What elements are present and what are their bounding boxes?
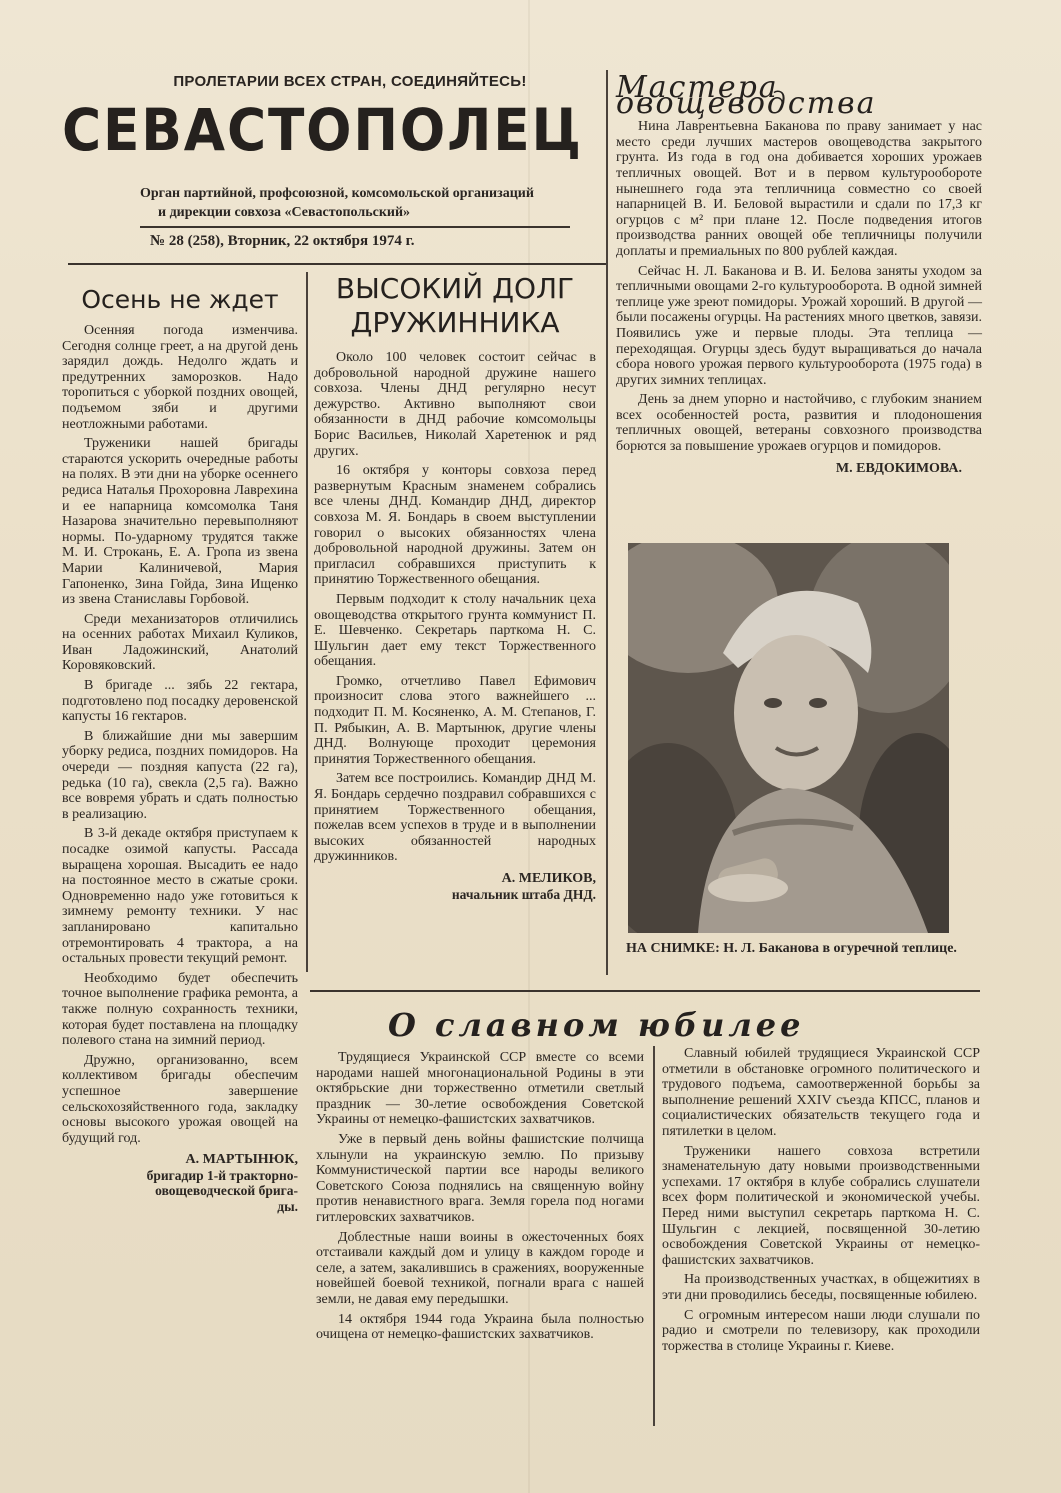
paragraph: 14 октября 1944 года Украина была полностью очищена от немецко-фашистских захватчиков. — [316, 1311, 644, 1343]
paragraph: Дружно, организованно, всем коллективом бригады обеспечим успешное завершение сельскохозяйственного года, закладку основы высокого урожая овощей на будущий год. — [62, 1052, 298, 1146]
author-role-1: бригадир 1-й тракторно- — [146, 1167, 298, 1183]
photo-greenhouse-worker — [628, 543, 949, 933]
paragraph: Громко, отчетливо Павел Ефимович произносит слова этого важнейшего ... подходит П. М. Косяненко, А. М. Степанов, Г. П. Рябыкин, А. В. Мартынюк, другие члены ДНД. Волнующе проходит церемония принятия Торжественного обещания. — [314, 673, 596, 767]
issue-line: № 28 (258), Вторник, 22 октября 1974 г. — [150, 233, 415, 249]
paragraph: Нина Лаврентьевна Баканова по праву занимает у нас место среди лучших мастеров овощеводства закрытого грунта. Из года в год она добивается хороших урожаев тепличных овощей. Вот и в первом культурообороте нынешнего года эта тепличница совместно со своей напарницей В. И. Беловой вырастили и сдали по 17,3 кг огурцов с м² при плане 12. После подведения итогов производства ранних овощей обе тепличницы получили доплаты и премиальных по 800 рублей каждая. — [616, 119, 982, 259]
paragraph: 16 октября у конторы совхоза перед развернутым Красным знаменем собрались все члены ДНД. Командир ДНД, директор совхоза М. Я. Бондарь в своем выступлении говорил о высоких обязанностях члена добровольной народной дружины. Затем он пригласил собравшихся приступить к принятию Торжественного обещания. — [314, 463, 596, 588]
paragraph: Трудящиеся Украинской ССР вместе со всеми народами нашей многонациональной Родины в эти октябрьские дни торжественно отметили светлый праздник — 30-летие освобождения Советской Украины от немецко-фашистских захватчиков. — [316, 1050, 644, 1128]
paragraph: Необходимо будет обеспечить точное выполнение графика ремонта, а также полную сохранность техники, которая будет поставлена на площадку полевого стана на зимний период. — [62, 970, 298, 1049]
organ-line — [140, 184, 570, 222]
article-autumn — [62, 285, 298, 1215]
author-role-3: ды. — [277, 1199, 298, 1215]
author-role-2: овощеводческой брига- — [155, 1183, 298, 1199]
article-title: Мастера овощеводства — [616, 70, 877, 121]
author-name: М. ЕВДОКИМОВА. — [835, 460, 962, 476]
masthead-rule — [140, 226, 570, 228]
article-masters — [616, 70, 982, 476]
jubilee-top-rule — [310, 990, 980, 992]
paragraph: Уже в первый день войны фашистские полчища хлынули на украинскую землю. По призыву Коммунистической партии все народы великого Советского Союза поднялись на священную войну против ненавистного врага. Земля горела под ногами гитлеровских захватчиков. — [316, 1131, 644, 1225]
title-line-1: ВЫСОКИЙ ДОЛГ — [335, 272, 575, 305]
paragraph: Славный юбилей трудящиеся Украинской ССР отметили в обстановке огромного политического и трудового подъема, самоотверженной борьбы за выполнение решений XXIV съезда КПСС, планов и социалистических обязательств текущего года и пятилетки в целом. — [662, 1046, 980, 1139]
paragraph: В бригаде ... зябь 22 гектара, подготовлено под посадку деровенской капусты 16 гектаров. — [62, 678, 298, 725]
organ-line-1: Орган партийной, профсоюзной, комсомольской организаций — [140, 186, 534, 201]
article-title: Осень не ждет — [81, 285, 279, 314]
column-rule — [653, 1046, 655, 1426]
author-name: А. МЕЛИКОВ, — [501, 871, 596, 886]
paragraph: В 3-й декаде октября приступаем к посадке озимой капусты. Рассада выращена хорошая. Высадить ее надо на постоянное место в сжатые сроки. Одновременно надо уже готовиться к зимнему ремонту техники. У нас запланировано капитально отремонтировать 4 трактора, а на остальных провести текущий ремонт. — [62, 826, 298, 967]
paragraph: День за днем упорно и настойчиво, с глубоким знанием всех особенностей роста, развития и плодоношения тепличных овощей, ветераны совхозного производства борются за повышение урожаев огурцов и помидоров. — [616, 392, 982, 455]
organ-line-2: и дирекции совхоза «Севастопольский» — [158, 205, 411, 220]
article-duty — [314, 272, 596, 902]
photo-caption: НА СНИМКЕ: Н. Л. Баканова в огуречной теплице. — [626, 941, 957, 956]
paragraph: Затем все построились. Командир ДНД М. Я. Бондарь сердечно поздравил собравшихся с принятием Торжественного обещания, пожелав всем успехов в труде и в выполнении высоких обязанностей народных дружинников. — [314, 771, 596, 865]
newspaper-title: СЕВАСТОПОЛЕЦ — [62, 96, 583, 164]
paragraph: С огромным интересом наши люди слушали по радио и смотрели по телевизору, как проходили торжества в столице Украины г. Киеве. — [662, 1307, 980, 1354]
jubilee-title: О славном юбилее — [388, 1006, 805, 1044]
paragraph: Труженики нашего совхоза встретили знаменательную дату новыми производственными успехами. 17 октября в клубе собрались слушатели всех форм политической и экономической учебы. Перед ними выступил секретарь парткома Н. С. Шульгин с лекцией, посвященной 30-летию освобождения Советской Украины от немецко-фашистских захватчиков. — [662, 1143, 980, 1268]
motto: ПРОЛЕТАРИИ ВСЕХ СТРАН, СОЕДИНЯЙТЕСЬ! — [173, 73, 527, 90]
paragraph: Среди механизаторов отличились на осенних работах Михаил Куликов, Иван Ладожинский, Анатолий Коровяковский. — [62, 611, 298, 674]
paragraph: Труженики нашей бригады стараются ускорить очередные работы на полях. В эти дни на уборке осеннего редиса Наталья Прохоровна Лаврехина и ее напарница комсомолка Таня Назарова значительно перевыполняют нормы. По-ударному трудятся также М. И. Строкань, Е. А. Гропа из звена Марии Калиничевой, Мария Гапоненко, Зина Гойда, Зина Ищенко из звена Станиславы Горбовой. — [62, 436, 298, 608]
paragraph: Доблестные наши воины в ожесточенных боях отстаивали каждый дом и улицу в каждом городе и селе, а затем, закалившись в сражениях, вооруженные новейшей боевой техникой, погнали врага с нашей земли, не давая ему передышки. — [316, 1229, 644, 1307]
author-role: начальник штаба ДНД. — [451, 886, 596, 902]
paragraph: В ближайшие дни мы завершим уборку редиса, поздних помидоров. На очереди — поздняя капуста (22 га), редька (10 га), свекла (2,5 га). Важно все вовремя убрать и сдать полностью в реализацию. — [62, 728, 298, 822]
paragraph: Около 100 человек состоит сейчас в добровольной народной дружине нашего совхоза. Члены ДНД регулярно несут дежурство. Активно выполняют свои обязанности в ДНД рабочие комсомольцы Борис Васильев, Николай Харетенюк и ряд других. — [314, 350, 596, 459]
photo-image — [628, 543, 949, 933]
paragraph: На производственных участках, в общежитиях в эти дни проводились беседы, посвященные юбилею. — [662, 1272, 980, 1303]
paragraph: Первым подходит к столу начальник цеха овощеводства открытого грунта коммунист П. Е. Шевченко. Секретарь парткома Н. С. Шульгин дает ему текст Торжественного обещания. — [314, 591, 596, 670]
jubilee-col-2 — [662, 1046, 980, 1358]
jubilee-col-1 — [316, 1050, 644, 1347]
paragraph: Сейчас Н. Л. Баканова и В. И. Белова заняты уходом за тепличными овощами 2-го культурооборота. В одной зимней теплице уже зреют помидоры. Урожай хороший. В другой — были посажены огурцы. На растениях много цветков, завязи. Появились уже и первые плоды. Эта теплица — переходящая. Огурцы здесь будут выращиваться до начала сбора нового урожая первого культурооборота (1975 года) в других зимних теплицах. — [616, 263, 982, 388]
article-title — [314, 272, 596, 340]
header-bottom-rule — [68, 263, 608, 265]
column-rule — [306, 272, 308, 972]
title-line-2: ДРУЖИННИКА — [350, 306, 560, 339]
column-rule — [606, 70, 608, 975]
paragraph: Осенняя погода изменчива. Сегодня солнце греет, а на другой день зарядил дождь. Недолго ждать и предутренних заморозков. Надо торопиться с уборкой поздних овощей, подъемом зяби и другими неотложными работами. — [62, 323, 298, 432]
author-name: А. МАРТЫНЮК, — [185, 1152, 298, 1168]
